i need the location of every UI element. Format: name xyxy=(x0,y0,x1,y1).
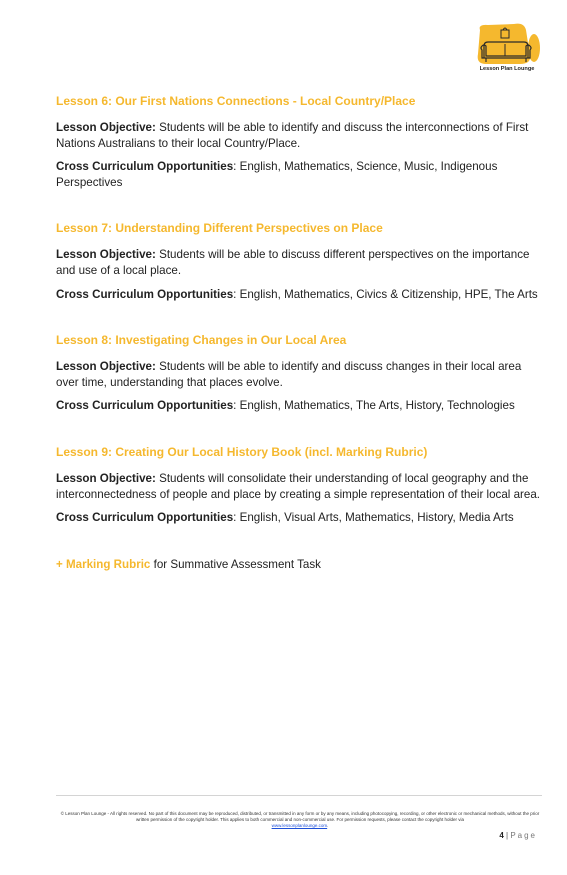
cross-label: Cross Curriculum Opportunities xyxy=(56,160,234,174)
lesson-8 xyxy=(56,333,544,414)
objective-text: Students will consolidate their understanding of local geography and the interconnectedness of people and place by creating a simple representation of their local area. xyxy=(56,471,541,501)
website-link[interactable]: www.lessonplanlounge.com xyxy=(271,823,328,828)
cross-curriculum xyxy=(56,510,544,526)
cross-label: Cross Curriculum Opportunities xyxy=(56,287,234,301)
lesson-6 xyxy=(56,94,544,190)
cross-label: Cross Curriculum Opportunities xyxy=(56,399,234,413)
cross-text: : English, Mathematics, The Arts, History, Technologies xyxy=(233,399,515,413)
page-number xyxy=(499,831,537,840)
objective-text: Students will be able to identify and discuss the interconnections of First Nations Australians to their local Country/Place. xyxy=(56,121,529,150)
lesson-title: Lesson 8: Investigating Changes in Our Local Area xyxy=(56,333,347,348)
copyright-text: © Lesson Plan Lounge - All rights reserved. No part of this document may be reproduced, distributed, or transmitted in any form or by any means, including photocopying, recording, or other electronic or mechanical methods, without the prior written permission of the copyright holder. This applies to both commercial and non-commercial use. For permission requests, please contact the copyright holder via xyxy=(60,811,540,822)
link-suffix: . xyxy=(327,823,329,828)
lesson-title: Lesson 6: Our First Nations Connections - Local Country/Place xyxy=(56,94,416,108)
lesson-objective xyxy=(56,247,544,278)
objective-label: Lesson Objective: xyxy=(56,248,156,262)
objective-label: Lesson Objective: xyxy=(56,471,156,485)
lesson-objective xyxy=(56,471,544,502)
objective-label: Lesson Objective: xyxy=(56,121,156,134)
logo-text: Lesson Plan Lounge xyxy=(479,66,535,72)
cross-text: : English, Mathematics, Civics & Citizenship, HPE, The Arts xyxy=(233,287,538,301)
marking-rubric-text: for Summative Assessment Task xyxy=(150,557,321,571)
copyright-notice xyxy=(60,811,540,829)
cross-label: Cross Curriculum Opportunities xyxy=(56,511,234,525)
lesson-title: Lesson 9: Creating Our Local History Book (incl. Marking Rubric) xyxy=(56,444,428,459)
lesson-title: Lesson 7: Understanding Different Perspectives on Place xyxy=(56,221,383,236)
logo xyxy=(474,22,540,76)
objective-label: Lesson Objective: xyxy=(56,360,156,374)
cross-text: : English, Mathematics, Science, Music, Indigenous Perspectives xyxy=(56,160,498,189)
lesson-7 xyxy=(56,221,544,302)
marking-rubric-note xyxy=(56,557,544,572)
cross-text: : English, Visual Arts, Mathematics, History, Media Arts xyxy=(233,511,514,525)
cross-curriculum xyxy=(56,159,544,190)
objective-text: Students will be able to identify and discuss changes in their local area over time, understanding that places evolve. xyxy=(56,360,522,389)
marking-rubric-highlight: + Marking Rubric xyxy=(56,557,151,571)
lesson-list xyxy=(56,94,544,572)
sofa-icon xyxy=(474,22,540,68)
cross-curriculum xyxy=(56,287,544,303)
lesson-objective xyxy=(56,359,544,390)
footer-divider xyxy=(56,795,542,796)
cross-curriculum xyxy=(56,398,544,414)
lesson-objective xyxy=(56,120,544,151)
objective-text: Students will be able to discuss different perspectives on the importance and use of a local place. xyxy=(56,248,530,277)
lesson-9 xyxy=(56,445,544,526)
page-number-value: 4 xyxy=(499,831,504,840)
page-label: Page xyxy=(510,831,537,840)
page-separator: | xyxy=(503,831,511,840)
